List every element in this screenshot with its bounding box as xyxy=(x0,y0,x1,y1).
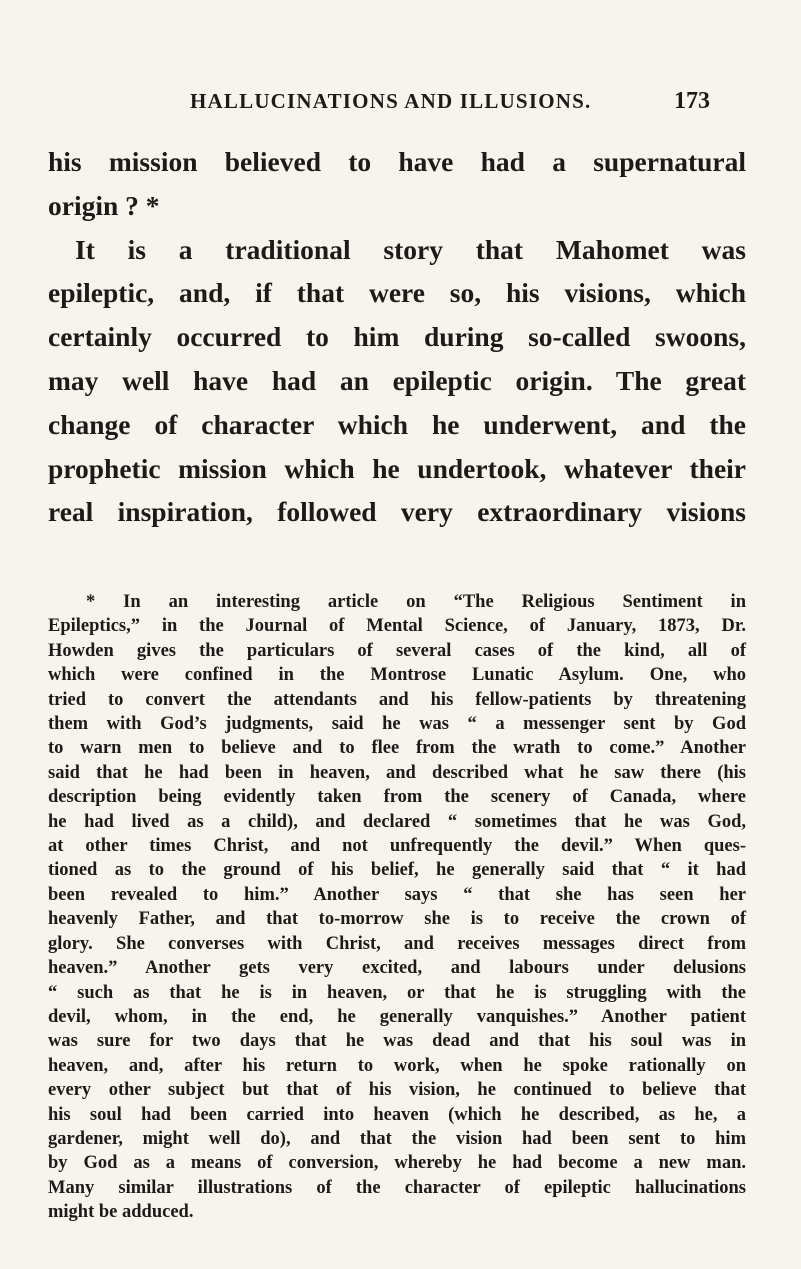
text-line: real inspiration, followed very extraordinary visions xyxy=(48,496,746,528)
footnote-line: Epileptics,” in the Journal of Mental Science, of January, 1873, Dr. xyxy=(48,616,746,637)
footnote-line: devil, whom, in the end, he generally vanquishes.” Another patient xyxy=(48,1006,746,1027)
text-line: may well have had an epileptic origin. The great xyxy=(48,364,746,396)
footnote-line: said that he had been in heaven, and described what he saw there (his xyxy=(48,762,746,783)
text-line: It is a traditional story that Mahomet was xyxy=(75,233,746,265)
footnote-line: description being evidently taken from the scenery of Canada, where xyxy=(48,787,746,808)
paragraph xyxy=(48,228,746,535)
text-line: epileptic, and, if that were so, his visions, which xyxy=(48,277,746,309)
footnote-line: * In an interesting article on “The Religious Sentiment in xyxy=(86,592,746,612)
footnote-line: Howden gives the particulars of several cases of the kind, all of xyxy=(48,640,746,661)
footnote-line: “ such as that he is in heaven, or that he is struggling with the xyxy=(48,982,746,1003)
running-head xyxy=(190,88,710,115)
text-line: certainly occurred to him during so-called swoons, xyxy=(48,321,746,353)
footnote-line: gardener, might well do), and that the vision had been sent to him xyxy=(48,1128,746,1149)
text-line: his mission believed to have had a supernatural xyxy=(48,146,746,177)
footnote-line: he had lived as a child), and declared “ sometimes that he was God, xyxy=(48,811,746,832)
running-title: HALLUCINATIONS AND ILLUSIONS. xyxy=(190,89,592,113)
text-line: change of character which he underwent, and the xyxy=(48,408,746,440)
footnote-line: might be adduced. xyxy=(48,1202,194,1223)
paragraph xyxy=(48,140,746,228)
footnote xyxy=(48,590,746,1225)
footnote-line: heavenly Father, and that to-morrow she is to receive the crown of xyxy=(48,909,746,930)
main-text xyxy=(48,140,746,534)
footnote-line: them with God’s judgments, said he was “ a messenger sent by God xyxy=(48,714,746,735)
footnote-line: which were confined in the Montrose Lunatic Asylum. One, who xyxy=(48,665,746,686)
footnote-line: at other times Christ, and not unfrequently the devil.” When ques- xyxy=(48,836,746,857)
footnote-line: his soul had been carried into heaven (which he described, as he, a xyxy=(48,1104,746,1125)
text-line: prophetic mission which he undertook, whatever their xyxy=(48,452,746,484)
footnote-line: glory. She converses with Christ, and receives messages direct from xyxy=(48,933,746,954)
footnote-line: heaven, and, after his return to work, when he spoke rationally on xyxy=(48,1055,746,1076)
footnote-line: to warn men to believe and to flee from the wrath to come.” Another xyxy=(48,738,746,759)
footnote-line: been revealed to him.” Another says “ that she has seen her xyxy=(48,884,746,905)
footnote-line: by God as a means of conversion, whereby he had become a new man. xyxy=(48,1153,746,1174)
page-number: 173 xyxy=(674,88,710,114)
footnote-line: every other subject but that of his vision, he continued to believe that xyxy=(48,1080,746,1101)
footnote-line: heaven.” Another gets very excited, and labours under delusions xyxy=(48,958,746,979)
footnote-line: tried to convert the attendants and his fellow-patients by threatening xyxy=(48,689,746,710)
footnote-line: tioned as to the ground of his belief, he generally said that “ it had xyxy=(48,860,746,881)
footnote-line: was sure for two days that he was dead and that his soul was in xyxy=(48,1031,746,1052)
footnote-line: Many similar illustrations of the character of epileptic hallucinations xyxy=(48,1177,746,1198)
text-line: origin ? * xyxy=(48,189,160,221)
